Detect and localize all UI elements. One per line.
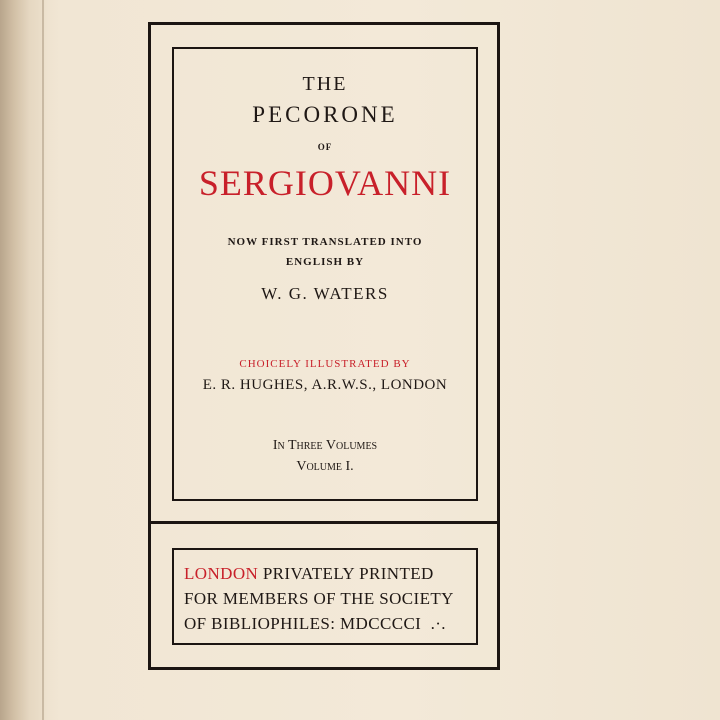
title-the: THE: [302, 73, 348, 95]
translator-name: W. G. WATERS: [261, 284, 389, 303]
volumes-line: In Three Volumes: [272, 438, 378, 453]
imprint-line-2: FOR MEMBERS OF THE SOCIETY: [184, 589, 454, 608]
imprint-bibliophiles-date: OF BIBLIOPHILES: MDCCCCI: [184, 614, 422, 633]
illustrated-by-line: CHOICELY ILLUSTRATED BY: [239, 358, 411, 370]
frame-divider-rule: [148, 521, 500, 524]
book-gutter: [0, 0, 48, 720]
title-author-name: SERGIOVANNI: [198, 163, 452, 203]
gutter-crease: [42, 0, 44, 720]
translated-line-2: ENGLISH BY: [285, 256, 365, 268]
translated-line-1: NOW FIRST TRANSLATED INTO: [227, 236, 423, 248]
volume-number: Volume I.: [296, 459, 354, 474]
imprint-privately-printed: PRIVATELY PRINTED: [262, 564, 434, 583]
title-of: OF: [317, 142, 333, 152]
title-pecorone: PECORONE: [252, 102, 398, 127]
imprint-line-1: [184, 564, 470, 584]
imprint-line-3: [184, 614, 470, 634]
imprint-ornament: .·.: [430, 614, 446, 633]
illustrator-name: E. R. HUGHES, A.R.W.S., LONDON: [202, 377, 448, 393]
imprint-city: LONDON: [184, 564, 259, 583]
